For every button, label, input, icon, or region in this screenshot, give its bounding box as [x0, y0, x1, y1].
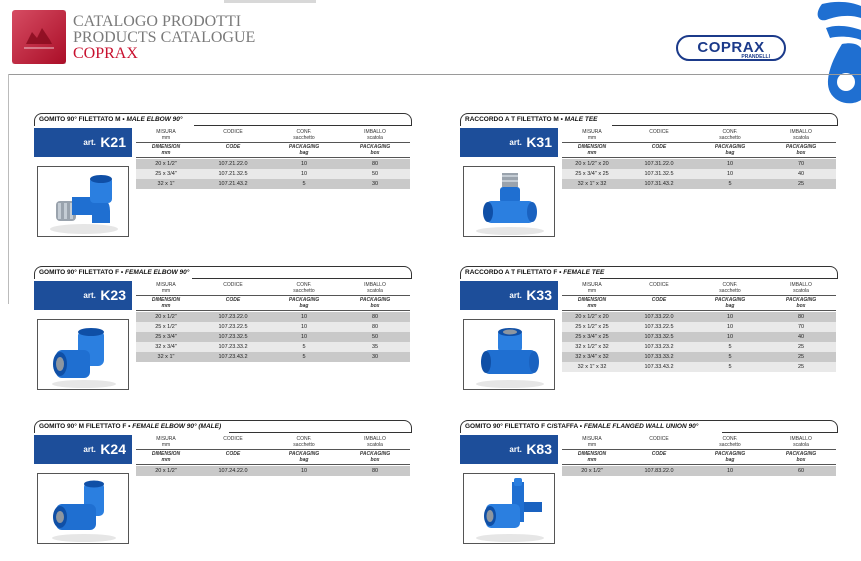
card-title — [460, 266, 605, 279]
title-brand: COPRAX — [73, 45, 138, 62]
cell-code: 107.31.32.5 — [644, 171, 674, 177]
title-italian: CATALOGO PRODOTTI — [73, 13, 242, 30]
cell-box: 25 — [797, 354, 805, 360]
card-title-english: FEMALE ELBOW 90° (MALE) — [132, 423, 222, 430]
card-title-english: MALE ELBOW 90° — [126, 116, 183, 123]
cell-bag: 5 — [302, 181, 306, 187]
table-header — [562, 128, 836, 158]
table-body — [562, 159, 836, 189]
article-prefix: art. — [83, 138, 96, 147]
card-title — [34, 113, 194, 126]
article-code: K33 — [526, 287, 552, 303]
product-photo — [37, 166, 129, 237]
cell-dimension: 32 x 1" — [157, 354, 175, 360]
cell-bag: 10 — [300, 334, 308, 340]
card-header — [34, 420, 412, 433]
header-packaging-box: PACKAGING box — [359, 451, 391, 463]
header-code: CODE — [651, 144, 667, 150]
table-row — [136, 312, 410, 322]
table-row — [136, 466, 410, 476]
header-conf: CONF. sacchetto — [293, 129, 315, 141]
table-header — [136, 128, 410, 158]
cell-dimension: 25 x 3/4" x 25 — [575, 171, 609, 177]
card-title-english: FEMALE ELBOW 90° — [125, 269, 190, 276]
cell-box: 30 — [371, 181, 379, 187]
header-code: CODE — [651, 451, 667, 457]
cell-box: 80 — [371, 324, 379, 330]
header-packaging-box: PACKAGING box — [359, 297, 391, 309]
header-conf: CONF. sacchetto — [719, 436, 741, 448]
badge-sub: PRANDELLI — [741, 54, 770, 60]
card-title-italian: RACCORDO A T FILETTATO F • — [465, 269, 564, 276]
cell-code: 107.21.43.2 — [218, 181, 248, 187]
company-logo-icon — [12, 10, 66, 64]
product-photo — [37, 319, 129, 390]
article-code: K23 — [100, 287, 126, 303]
cell-bag: 5 — [302, 344, 306, 350]
cell-bag: 10 — [300, 314, 308, 320]
header-conf: CONF. sacchetto — [293, 282, 315, 294]
header-misura: MISURA mm — [582, 282, 602, 294]
card-title-english: FEMALE FLANGED WALL UNION 90° — [583, 423, 699, 430]
header-dimension: DIMENSION mm — [577, 451, 607, 463]
cell-dimension: 25 x 1/2" — [155, 324, 177, 330]
article-code-box — [34, 281, 132, 310]
table-row — [562, 362, 836, 372]
article-code: K24 — [100, 441, 126, 457]
cell-bag: 5 — [728, 344, 732, 350]
card-title — [34, 266, 192, 279]
cell-bag: 10 — [726, 334, 734, 340]
cell-dimension: 20 x 1/2" — [155, 161, 177, 167]
cell-dimension: 32 x 1" x 32 — [577, 181, 607, 187]
table-row — [562, 332, 836, 342]
article-code: K83 — [526, 441, 552, 457]
header-packaging-bag: PACKAGING bag — [288, 451, 320, 463]
header-packaging-box: PACKAGING box — [785, 297, 817, 309]
cell-code: 107.24.22.0 — [218, 468, 248, 474]
card-title-english: MALE TEE — [564, 116, 598, 123]
cell-code: 107.33.23.2 — [644, 344, 674, 350]
cell-bag: 5 — [728, 364, 732, 370]
article-code-box — [460, 281, 558, 310]
card-header — [460, 266, 838, 279]
header-packaging-bag: PACKAGING bag — [714, 451, 746, 463]
top-edge-bar — [224, 0, 316, 3]
header-packaging-bag: PACKAGING bag — [288, 144, 320, 156]
cell-bag: 10 — [300, 171, 308, 177]
cell-bag: 10 — [300, 324, 308, 330]
header-misura: MISURA mm — [156, 282, 176, 294]
header-packaging-bag: PACKAGING bag — [714, 297, 746, 309]
cell-box: 70 — [797, 324, 805, 330]
table-row — [562, 352, 836, 362]
header-code: CODE — [225, 297, 241, 303]
header-conf: CONF. sacchetto — [719, 129, 741, 141]
cell-bag: 10 — [726, 161, 734, 167]
cell-dimension: 20 x 1/2" x 20 — [575, 161, 609, 167]
cell-box: 30 — [371, 354, 379, 360]
header-codice: CODICE — [223, 129, 243, 135]
table-row — [136, 322, 410, 332]
product-photo — [37, 473, 129, 544]
header-code: CODE — [651, 297, 667, 303]
cell-code: 107.33.43.2 — [644, 364, 674, 370]
header-codice: CODICE — [649, 436, 669, 442]
coprax-badge-logo — [676, 35, 786, 61]
table-row — [136, 342, 410, 352]
header-dimension: DIMENSION mm — [151, 297, 181, 309]
header-imballo: IMBALLO scatola — [364, 282, 386, 294]
article-prefix: art. — [83, 291, 96, 300]
header-codice: CODICE — [223, 436, 243, 442]
table-row — [562, 312, 836, 322]
cell-box: 60 — [797, 468, 805, 474]
header-imballo: IMBALLO scatola — [790, 282, 812, 294]
product-card-k23 — [34, 266, 412, 364]
left-margin-rule — [8, 74, 9, 304]
cell-box: 35 — [371, 344, 379, 350]
cell-box: 80 — [797, 314, 805, 320]
card-header — [460, 420, 838, 433]
table-row — [562, 342, 836, 352]
cell-box: 25 — [797, 181, 805, 187]
cell-code: 107.31.22.0 — [644, 161, 674, 167]
article-code: K21 — [100, 134, 126, 150]
card-header — [34, 113, 412, 126]
table-row — [562, 159, 836, 169]
cell-dimension: 32 x 1" x 32 — [577, 364, 607, 370]
table-header — [136, 281, 410, 311]
card-header — [460, 113, 838, 126]
article-code-box — [34, 435, 132, 464]
header-packaging-box: PACKAGING box — [359, 144, 391, 156]
article-code-box — [460, 435, 558, 464]
card-title-italian: GOMITO 90° M FILETTATO F • — [39, 423, 133, 430]
cell-box: 25 — [797, 364, 805, 370]
cell-dimension: 25 x 3/4" — [155, 334, 177, 340]
product-card-k21 — [34, 113, 412, 191]
header-codice: CODICE — [223, 282, 243, 288]
cell-bag: 5 — [728, 181, 732, 187]
table-header — [562, 435, 836, 465]
cell-dimension: 25 x 1/2" x 25 — [575, 324, 609, 330]
header-packaging-bag: PACKAGING bag — [288, 297, 320, 309]
header-imballo: IMBALLO scatola — [364, 436, 386, 448]
article-prefix: art. — [509, 291, 522, 300]
cell-bag: 10 — [726, 314, 734, 320]
cell-dimension: 32 x 3/4" x 32 — [575, 354, 609, 360]
table-row — [136, 179, 410, 189]
article-code-box — [460, 128, 558, 157]
water-splash-icon — [812, 0, 861, 110]
header-codice: CODICE — [649, 129, 669, 135]
header-misura: MISURA mm — [582, 129, 602, 141]
table-row — [136, 352, 410, 362]
header-conf: CONF. sacchetto — [293, 436, 315, 448]
card-title — [34, 420, 229, 433]
header-divider — [8, 74, 861, 75]
catalogue-title — [73, 14, 255, 62]
cell-dimension: 32 x 3/4" — [155, 344, 177, 350]
cell-code: 107.83.22.0 — [644, 468, 674, 474]
header-dimension: DIMENSION mm — [151, 144, 181, 156]
card-title-italian: GOMITO 90° FILETTATO F • — [39, 269, 126, 276]
article-prefix: art. — [509, 138, 522, 147]
cell-bag: 10 — [300, 161, 308, 167]
card-title-italian: GOMITO 90° FILETTATO M • — [39, 116, 127, 123]
article-code: K31 — [526, 134, 552, 150]
cell-box: 25 — [797, 344, 805, 350]
cell-code: 107.33.22.5 — [644, 324, 674, 330]
cell-bag: 5 — [302, 354, 306, 360]
header-packaging-box: PACKAGING box — [785, 451, 817, 463]
table-row — [562, 169, 836, 179]
cell-code: 107.23.33.2 — [218, 344, 248, 350]
card-title-italian: GOMITO 90° FILETTATO F C/STAFFA • — [465, 423, 584, 430]
flame-logo-icon — [22, 20, 56, 54]
cell-dimension: 20 x 1/2" — [581, 468, 603, 474]
cell-box: 40 — [797, 334, 805, 340]
table-row — [562, 466, 836, 476]
cell-box: 50 — [371, 334, 379, 340]
header-code: CODE — [225, 451, 241, 457]
header-imballo: IMBALLO scatola — [364, 129, 386, 141]
article-code-box — [34, 128, 132, 157]
cell-code: 107.33.32.5 — [644, 334, 674, 340]
header-code: CODE — [225, 144, 241, 150]
product-photo — [463, 473, 555, 544]
cell-dimension: 32 x 1/2" x 32 — [575, 344, 609, 350]
table-body — [136, 159, 410, 189]
article-prefix: art. — [509, 445, 522, 454]
product-card-k31 — [460, 113, 838, 191]
header-misura: MISURA mm — [156, 129, 176, 141]
table-body — [562, 312, 836, 372]
cell-code: 107.33.22.0 — [644, 314, 674, 320]
table-row — [562, 179, 836, 189]
card-header — [34, 266, 412, 279]
header-imballo: IMBALLO scatola — [790, 436, 812, 448]
cell-bag: 10 — [300, 468, 308, 474]
product-photo — [463, 319, 555, 390]
cell-box: 80 — [371, 161, 379, 167]
cell-box: 80 — [371, 468, 379, 474]
header-packaging-bag: PACKAGING bag — [714, 144, 746, 156]
product-card-k33 — [460, 266, 838, 374]
cell-code: 107.23.32.5 — [218, 334, 248, 340]
header-imballo: IMBALLO scatola — [790, 129, 812, 141]
header-conf: CONF. sacchetto — [719, 282, 741, 294]
cell-code: 107.33.33.2 — [644, 354, 674, 360]
product-card-k24 — [34, 420, 412, 478]
cell-dimension: 20 x 1/2" — [155, 314, 177, 320]
cell-dimension: 32 x 1" — [157, 181, 175, 187]
product-card-k83 — [460, 420, 838, 478]
header-codice: CODICE — [649, 282, 669, 288]
card-title — [460, 113, 612, 126]
header-misura: MISURA mm — [156, 436, 176, 448]
header-packaging-box: PACKAGING box — [785, 144, 817, 156]
table-body — [562, 466, 836, 476]
table-body — [136, 312, 410, 362]
table-body — [136, 466, 410, 476]
badge-brand: COPRAX — [697, 39, 765, 56]
table-row — [136, 159, 410, 169]
cell-bag: 10 — [726, 324, 734, 330]
cell-box: 40 — [797, 171, 805, 177]
table-header — [562, 281, 836, 311]
cell-bag: 10 — [726, 171, 734, 177]
card-title-italian: RACCORDO A T FILETTATO M • — [465, 116, 565, 123]
cell-code: 107.23.22.5 — [218, 324, 248, 330]
title-english: PRODUCTS CATALOGUE — [73, 29, 256, 46]
header-misura: MISURA mm — [582, 436, 602, 448]
cell-box: 50 — [371, 171, 379, 177]
cell-code: 107.31.43.2 — [644, 181, 674, 187]
cell-box: 80 — [371, 314, 379, 320]
cell-code: 107.23.43.2 — [218, 354, 248, 360]
table-row — [136, 169, 410, 179]
header-dimension: DIMENSION mm — [151, 451, 181, 463]
table-row — [136, 332, 410, 342]
table-header — [136, 435, 410, 465]
cell-code: 107.23.22.0 — [218, 314, 248, 320]
card-title-english: FEMALE TEE — [563, 269, 605, 276]
card-title — [460, 420, 722, 433]
cell-bag: 10 — [726, 468, 734, 474]
cell-dimension: 25 x 3/4" — [155, 171, 177, 177]
cell-box: 70 — [797, 161, 805, 167]
cell-code: 107.21.32.5 — [218, 171, 248, 177]
cell-dimension: 20 x 1/2" x 20 — [575, 314, 609, 320]
cell-bag: 5 — [728, 354, 732, 360]
cell-code: 107.21.22.0 — [218, 161, 248, 167]
header-dimension: DIMENSION mm — [577, 144, 607, 156]
header-dimension: DIMENSION mm — [577, 297, 607, 309]
table-row — [562, 322, 836, 332]
cell-dimension: 25 x 3/4" x 25 — [575, 334, 609, 340]
product-photo — [463, 166, 555, 237]
cell-dimension: 20 x 1/2" — [155, 468, 177, 474]
article-prefix: art. — [83, 445, 96, 454]
